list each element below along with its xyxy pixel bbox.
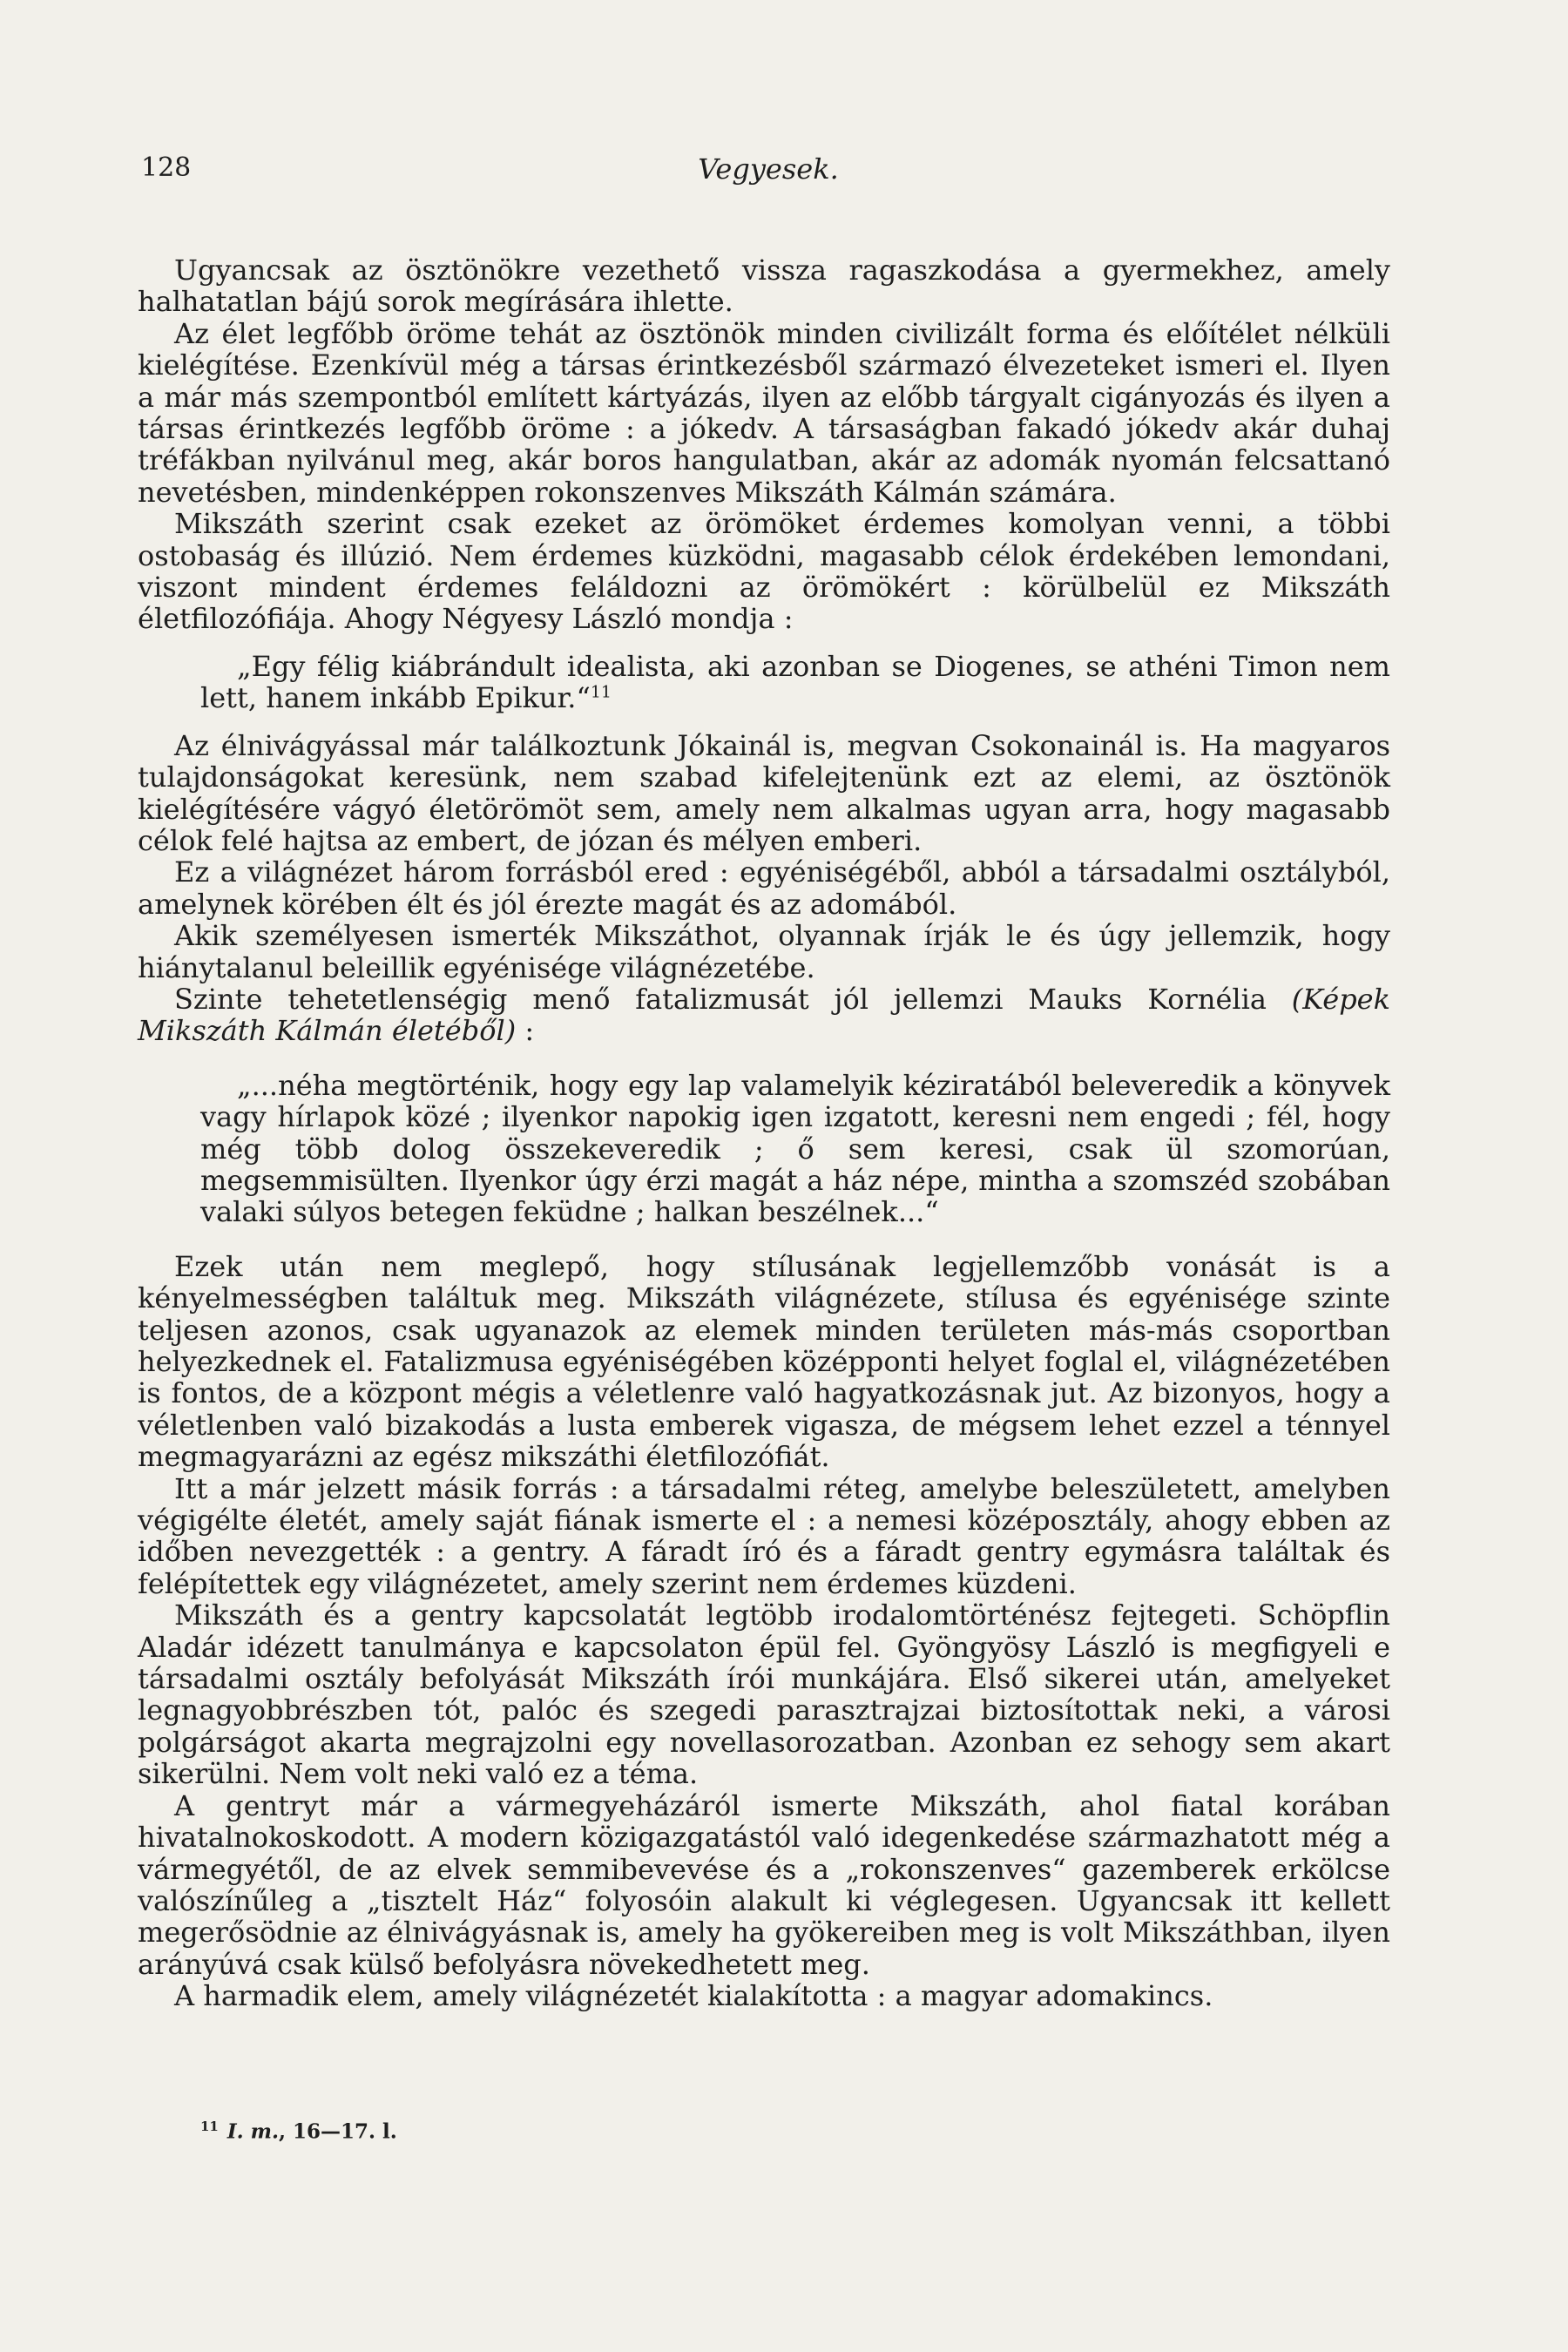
quote-text: „...néha megtörténik, hogy egy lap valamelyik kéziratából beleveredik a könyvek vagy hírlapok közé ; ilyenkor napokig igen izgatott, keresni nem engedi ; fél, hogy még több dolog összekeveredik ; ő sem keresi, csak ül szomorúan, megsemmisülten. Ilyenkor úgy érzi magát a ház népe, mintha a szomszéd szobában valaki súlyos betegen feküdne ; halkan beszélnek...“ [200, 1068, 1390, 1229]
footnote [200, 2119, 397, 2144]
footnote-reference: 11 [590, 682, 612, 702]
block-quote-mauks [138, 1070, 1390, 1228]
quote-body: „Egy félig kiábrándult idealista, aki azonban se Diogenes, se athéni Timon nem lett, hanem inkább Epikur.“ [200, 649, 1390, 715]
block-quote-negyesy [138, 651, 1390, 714]
paragraph: A gentryt már a vármegyeházáról ismerte Mikszáth, ahol fiatal korában hivatalnokoskodott. A modern közigazgatástól való idegenkedése származhatott még a vármegyétől, de az elvek semmibevevése és a „rokonszenves“ gazemberek erkölcse valószínűleg a „tisztelt Ház“ folyosóin alakult ki véglegesen. Ugyancsak itt kellett megerősödnie az élnivágyásnak is, amely ha gyökereiben meg is volt Mikszáthban, ilyen arányúvá csak külső befolyásra növekedhetett meg. [138, 1788, 1390, 1981]
paragraph: Ez a világnézet három forrásból ered : egyéniségéből, abból a társadalmi osztályból, amelynek körében élt és jól érezte magát és az adomából. [138, 855, 1390, 921]
paragraph: Itt a már jelzett másik forrás : a társadalmi réteg, amelybe beleszületett, amelyben végigélte életét, amely saját fiának ismerte el : a nemesi középosztály, ahogy ebben az időben nevezgették : a gentry. A fáradt író és a fáradt gentry egymásra találtak és felépítettek egy világnézetet, amely szerint nem érdemes küzdeni. [138, 1471, 1390, 1600]
paragraph: Ezek után nem meglepő, hogy stílusának legjellemzőbb vonását is a kényelmességben találtuk meg. Mikszáth világnézete, stílusa és egyénisége szinte teljesen azonos, csak ugyanazok az elemek minden területen más-más csoportban helyezkednek el. Fatalizmusa egyéniségében középponti helyet foglal el, világnézetében is fontos, de a központ mégis a véletlenre való hagyatkozásnak jut. Az bizonyos, hogy a véletlenben való bizakodás a lusta emberek vigasza, de mégsem lehet ezzel a ténnyel megmagyarázni az egész mikszáthi életfilozófiát. [138, 1249, 1390, 1474]
book-title: (Képek Mikszáth Kálmán életéből) [138, 982, 1390, 1048]
running-title: Vegyesek. [698, 152, 839, 186]
paragraph: Mikszáth és a gentry kapcsolatát legtöbb irodalomtörténész fejtegeti. Schöpflin Aladár idézett tanulmánya e kapcsolaton épül fel. Gyöngyösy László is megfigyeli e társadalmi osztály befolyását Mikszáth írói munkájára. Első sikerei után, amelyeket legnagyobbrészben tót, palóc és szegedi parasztrajzai biztosítottak neki, a városi polgárságot akarta megrajzolni egy novellasorozatban. Azonban ez sehogy sem akart sikerülni. Nem volt neki való ez a téma. [138, 1598, 1390, 1791]
quote-text [200, 651, 1390, 714]
page-header [141, 152, 1396, 196]
footnote-ref: I. m. [226, 2119, 279, 2144]
body-text [138, 254, 1390, 2012]
paragraph-mauks [138, 983, 1390, 1047]
mauks-tail: : [516, 1014, 535, 1048]
paragraph: Az élet legfőbb öröme tehát az ösztönök minden civilizált forma és előítélet nélküli kielégítése. Ezenkívül még a társas érintkezésből származó élvezeteket ismeri el. Ilyen a már más szempontból említett kártyázás, ilyen az előbb tárgyalt cigányozás és ilyen a társas érintkezés legfőbb öröme : a jókedv. A társaságban fakadó jókedv akár duhaj tréfákban nyilvánul meg, akár boros hangulatban, akár az adomák nyomán felcsattanó nevetésben, mindenképpen rokonszenves Mikszáth Kálmán számára. [138, 316, 1390, 509]
paragraph: Mikszáth szerint csak ezeket az örömöket érdemes komolyan venni, a többi ostobaság és illúzió. Nem érdemes küzködni, magasabb célok érdekében lemondani, viszont mindent érdemes feláldozni az örömökért : körülbelül ez Mikszáth életfilozófiája. Ahogy Négyesy László mondja : [138, 507, 1390, 636]
footnote-marker: 11 [200, 2119, 219, 2134]
page-number: 128 [141, 152, 192, 183]
paragraph: A harmadik elem, amely világnézetét kialakította : a magyar adomakincs. [174, 1979, 1213, 2013]
mauks-lead: Szinte tehetetlenségig menő fatalizmusát jól jellemzi Mauks Kornélia [174, 982, 1292, 1016]
paragraph: Akik személyesen ismerték Mikszáthot, olyannak írják le és úgy jellemzik, hogy hiánytalanul beleillik egyénisége világnézetébe. [138, 919, 1390, 984]
paragraph: Ugyancsak az ösztönökre vezethető vissza ragaszkodása a gyermekhez, amely halhatatlan bájú sorok megírására ihlette. [138, 253, 1390, 319]
footnote-pages: , 16—17. l. [279, 2119, 397, 2144]
paragraph: Az élnivágyással már találkoztunk Jókainál is, megvan Csokonainál is. Ha magyaros tulajdonságokat keresünk, nem szabad kifelejtenünk ezt az elemi, az ösztönök kielégítésére vágyó életörömöt sem, amely nem alkalmas ugyan arra, hogy magasabb célok felé hajtsa az embert, de józan és mélyen emberi. [138, 728, 1390, 857]
